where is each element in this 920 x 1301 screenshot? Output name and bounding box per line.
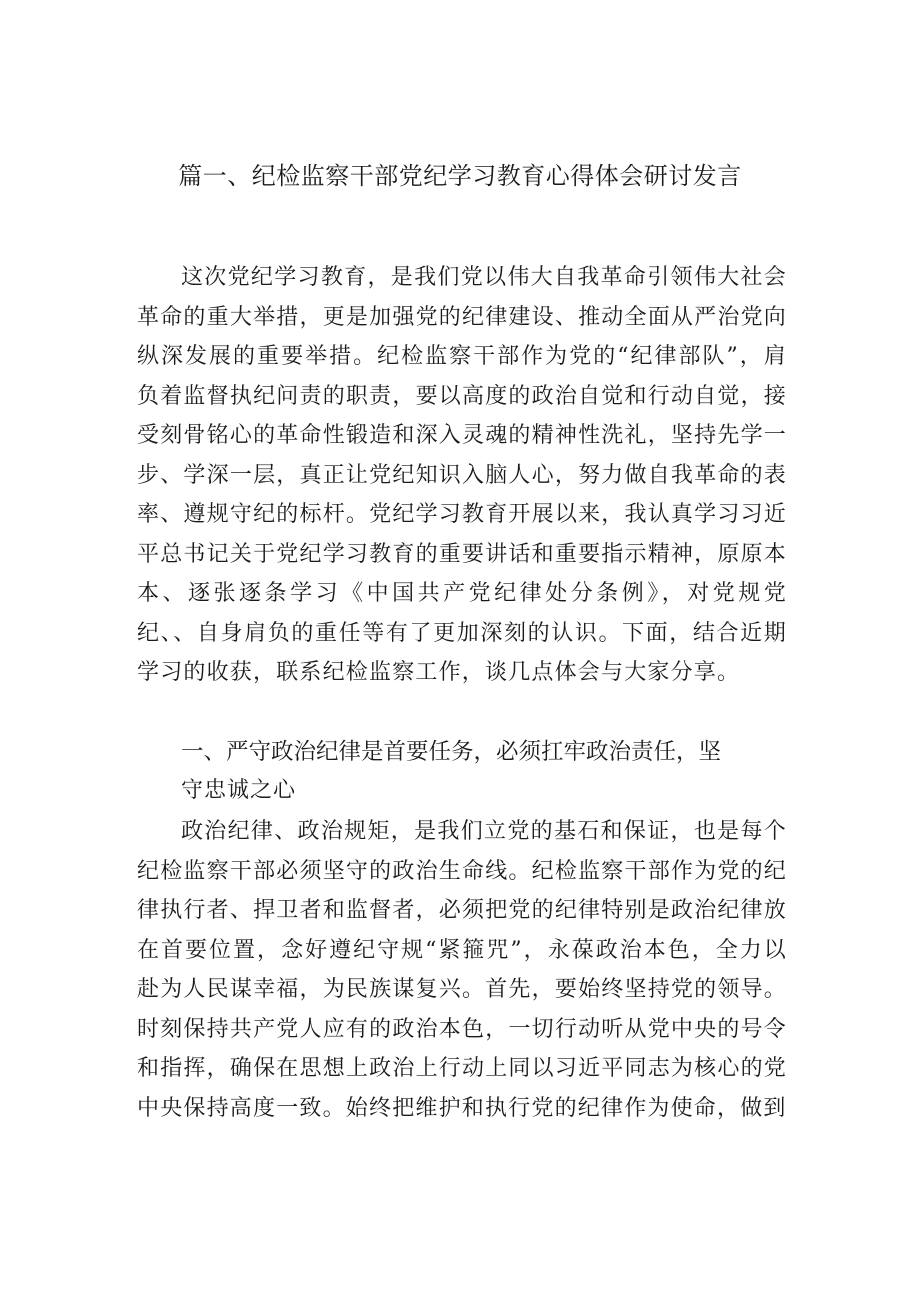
document-title: 篇一、纪检监察干部党纪学习教育心得体会研讨发言 [178,162,742,190]
intro-paragraph: 这次党纪学习教育，是我们党以伟大自我革命引领伟大社会革命的重大举措，更是加强党的纪律建设、推动全面从严治党向纵深发展的重要举措。纪检监察干部作为党的“纪律部队”，肩负着监督执纪问责的职责，要以高度的政治自觉和行动自觉，接受刻骨铭心的革命性锻造和深入灵魂的精神性洗礼，坚持先学一步、学深一层，真正让党纪知识入脑人心，努力做自我革命的表率、遵规守纪的标杆。党纪学习教育开展以来，我认真学习习近平总书记关于党纪学习教育的重要讲话和重要指示精神，原原本本、逐张逐条学习《中国共产党纪律处分条例》，对党规党纪、、自身肩负的重任等有了更加深刻的认识。下面，结合近期学习的收获，联系纪检监察工作，谈几点体会与大家分享。 [137,265,787,685]
section-heading-1-continuation: 守忠诚之心 [181,778,297,803]
section-heading-1: 一、严守政治纪律是首要任务，必须扛牢政治责任，坚 [181,739,722,765]
section-1-paragraph: 政治纪律、政治规矩，是我们立党的基石和保证，也是每个纪检监察干部必须坚守的政治生命线。纪检监察干部作为党的纪律执行者、捍卫者和监督者，必须把党的纪律特别是政治纪律放在首要位置，念好遵纪守规“紧箍咒”，永葆政治本色，全力以赴为人民谋幸福，为民族谋复兴。首先，要始终坚持党的领导。时刻保持共产党人应有的政治本色，一切行动听从党中央的号令和指挥，确保在思想上政治上行动上同以习近平同志为核心的党中央保持高度一致。始终把维护和执行党的纪律作为使命，做到 [137,819,787,1121]
